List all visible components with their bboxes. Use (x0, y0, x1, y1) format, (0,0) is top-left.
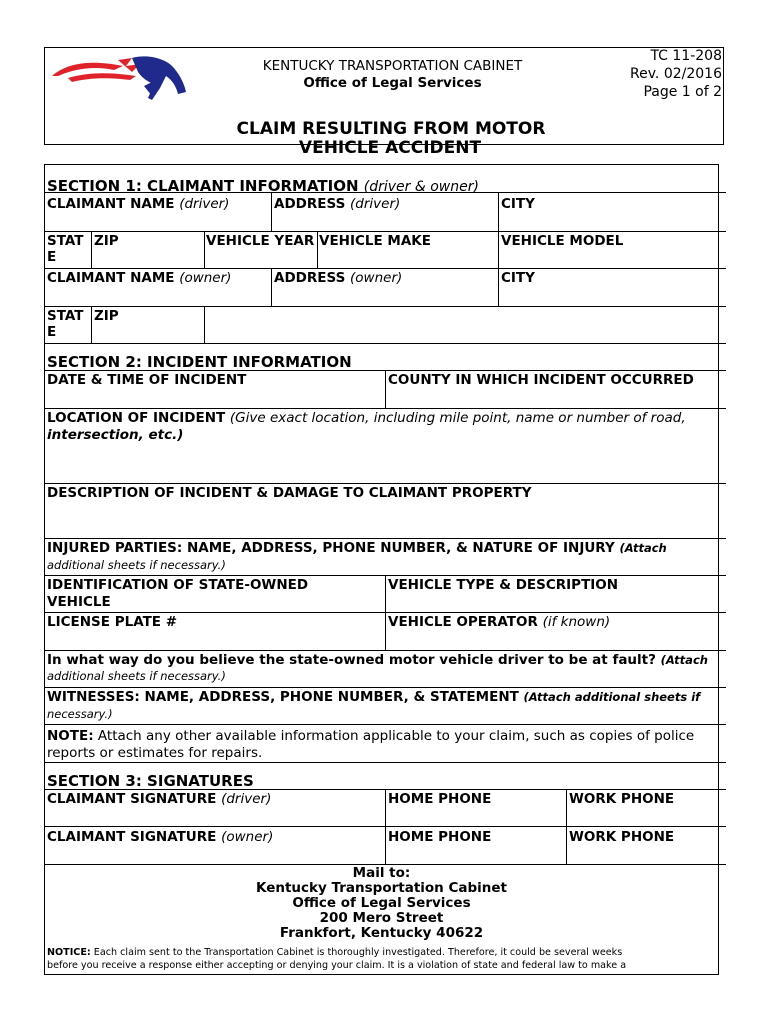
form-title: CLAIM RESULTING FROM MOTOR (236, 119, 546, 139)
rule (44, 306, 726, 307)
rule (44, 408, 726, 409)
divider (385, 575, 386, 650)
signature-owner-label: CLAIMANT SIGNATURE (47, 829, 217, 845)
home-phone-driver-field[interactable]: HOME PHONE (388, 791, 492, 807)
divider (317, 231, 318, 268)
divider (566, 789, 567, 864)
revision: Rev. 02/2016 (630, 66, 722, 82)
notice-text (47, 946, 622, 959)
claimant-name-owner-field[interactable] (47, 270, 231, 286)
address-owner-label: ADDRESS (274, 270, 346, 286)
vehicle-operator-label: VEHICLE OPERATOR (388, 614, 538, 630)
note-label: NOTE: (47, 728, 94, 744)
mail-block (44, 866, 719, 941)
fault-note: (Attach (660, 653, 708, 667)
section1-title: SECTION 1: CLAIMANT INFORMATION (47, 177, 359, 195)
location-field[interactable] (47, 410, 686, 426)
witnesses-field[interactable] (47, 689, 700, 705)
form-title-line2: VEHICLE ACCIDENT (298, 138, 482, 158)
vehicle-model-field[interactable]: VEHICLE MODEL (501, 233, 624, 249)
page-number: Page 1 of 2 (643, 84, 722, 100)
signature-driver-label: CLAIMANT SIGNATURE (47, 791, 217, 807)
form-title-clip (200, 138, 580, 158)
section2-heading: SECTION 2: INCIDENT INFORMATION (47, 353, 352, 371)
injured-parties-label: INJURED PARTIES: NAME, ADDRESS, PHONE NUMBER, & NATURE OF INJURY (47, 540, 615, 556)
address-driver-note: (driver) (350, 196, 401, 212)
vehicle-year-field[interactable]: VEHICLE YEAR (206, 233, 315, 249)
location-note-cont: intersection, etc.) (47, 427, 184, 443)
identification-field[interactable] (47, 577, 308, 611)
witnesses-note: (Attach additional sheets if (523, 690, 701, 704)
mail-to-heading: Mail to: (352, 865, 411, 881)
divider (498, 231, 499, 268)
office-name: Office of Legal Services (303, 75, 482, 91)
fault-field (47, 652, 719, 668)
state-driver-label-a: STAT (47, 233, 84, 249)
form-number: TC 11-208 (650, 48, 722, 64)
note-text-2: reports or estimates for repairs. (47, 745, 263, 761)
address-driver-field[interactable] (274, 196, 400, 212)
rule (44, 724, 726, 725)
mail-line-1: Kentucky Transportation Cabinet (255, 880, 508, 896)
witnesses-note-cont: necessary.) (47, 707, 113, 721)
rule (44, 231, 726, 232)
state-driver-label-b: E (47, 249, 57, 265)
mail-line-3: 200 Mero Street (319, 910, 444, 926)
vehicle-operator-note: (if known) (542, 614, 611, 630)
kytc-logo (48, 52, 193, 104)
mail-line-4: Frankfort, Kentucky 40622 (279, 925, 484, 941)
location-note: (Give exact location, including mile point, name or number of road, (229, 410, 686, 426)
home-phone-owner-field[interactable]: HOME PHONE (388, 829, 492, 845)
rule (44, 343, 726, 344)
claimant-name-driver-field[interactable] (47, 196, 229, 212)
vehicle-make-field[interactable]: VEHICLE MAKE (319, 233, 431, 249)
rule (44, 762, 726, 763)
rule (44, 483, 726, 484)
divider (271, 268, 272, 306)
work-phone-owner-field[interactable]: WORK PHONE (569, 829, 675, 845)
city-owner-field[interactable]: CITY (501, 270, 535, 286)
section1-note: (driver & owner) (363, 179, 479, 195)
divider (271, 192, 272, 231)
section1-heading (47, 177, 479, 195)
rule (44, 268, 726, 269)
state-owner-field[interactable] (47, 308, 84, 340)
rule (44, 538, 726, 539)
vehicle-operator-field[interactable] (388, 614, 610, 630)
signature-driver-note: (driver) (221, 791, 272, 807)
claimant-name-owner-note: (owner) (179, 270, 232, 286)
logo-blue-horse (132, 56, 186, 100)
address-owner-note: (owner) (350, 270, 403, 286)
note-text-1: Attach any other available information applicable to your claim, such as copies of police (97, 728, 695, 744)
witnesses-label: WITNESSES: NAME, ADDRESS, PHONE NUMBER, & STATEMENT (47, 689, 519, 705)
claimant-name-driver-note: (driver) (179, 196, 230, 212)
logo-red-stripe (68, 73, 136, 82)
divider (204, 306, 205, 343)
injured-parties-field[interactable] (47, 540, 667, 556)
location-label: LOCATION OF INCIDENT (47, 410, 226, 426)
identification-label-2: VEHICLE (47, 594, 111, 610)
claimant-name-driver-label: CLAIMANT NAME (47, 196, 175, 212)
zip-owner-field[interactable]: ZIP (94, 308, 119, 324)
city-driver-field[interactable]: CITY (501, 196, 535, 212)
injured-parties-note: (Attach (619, 541, 667, 555)
divider (204, 231, 205, 268)
signature-owner-field[interactable] (47, 829, 273, 845)
license-plate-field[interactable]: LICENSE PLATE # (47, 614, 178, 630)
divider (498, 192, 499, 231)
rule (44, 687, 726, 688)
section3-heading: SECTION 3: SIGNATURES (47, 772, 254, 790)
county-field[interactable]: COUNTY IN WHICH INCIDENT OCCURRED (388, 372, 694, 388)
divider (498, 268, 499, 306)
fault-note-cont: additional sheets if necessary.) (47, 669, 226, 683)
notice-label: NOTICE: (47, 947, 91, 958)
identification-label-1: IDENTIFICATION OF STATE-OWNED (47, 577, 309, 593)
vehicle-type-field[interactable]: VEHICLE TYPE & DESCRIPTION (388, 577, 619, 593)
state-driver-field[interactable] (47, 233, 84, 265)
notice-text-1: Each claim sent to the Transportation Cabinet is thoroughly investigated. Therefore, it could be several weeks (93, 947, 623, 958)
zip-driver-field[interactable]: ZIP (94, 233, 119, 249)
divider (385, 789, 386, 864)
fault-label: In what way do you believe the state-owned motor vehicle driver to be at fault? (47, 652, 656, 668)
description-field[interactable]: DESCRIPTION OF INCIDENT & DAMAGE TO CLAIMANT PROPERTY (47, 485, 532, 501)
divider (91, 231, 92, 268)
state-owner-label-b: E (47, 324, 57, 340)
work-phone-driver-field[interactable]: WORK PHONE (569, 791, 675, 807)
address-driver-label: ADDRESS (274, 196, 346, 212)
date-time-field[interactable]: DATE & TIME OF INCIDENT (47, 372, 247, 388)
signature-driver-field[interactable] (47, 791, 271, 807)
injured-parties-note-cont: additional sheets if necessary.) (47, 558, 226, 572)
agency-name: KENTUCKY TRANSPORTATION CABINET (262, 58, 523, 74)
notice-text-2: before you receive a response either accepting or denying your claim. It is a violation of state and federal law to make a (47, 960, 627, 971)
rule (44, 650, 726, 651)
claimant-name-owner-label: CLAIMANT NAME (47, 270, 175, 286)
divider (91, 306, 92, 343)
divider (385, 370, 386, 408)
mail-line-2: Office of Legal Services (292, 895, 471, 911)
signature-owner-note: (owner) (221, 829, 274, 845)
note-text (47, 728, 694, 744)
address-owner-field[interactable] (274, 270, 402, 286)
state-owner-label-a: STAT (47, 308, 84, 324)
